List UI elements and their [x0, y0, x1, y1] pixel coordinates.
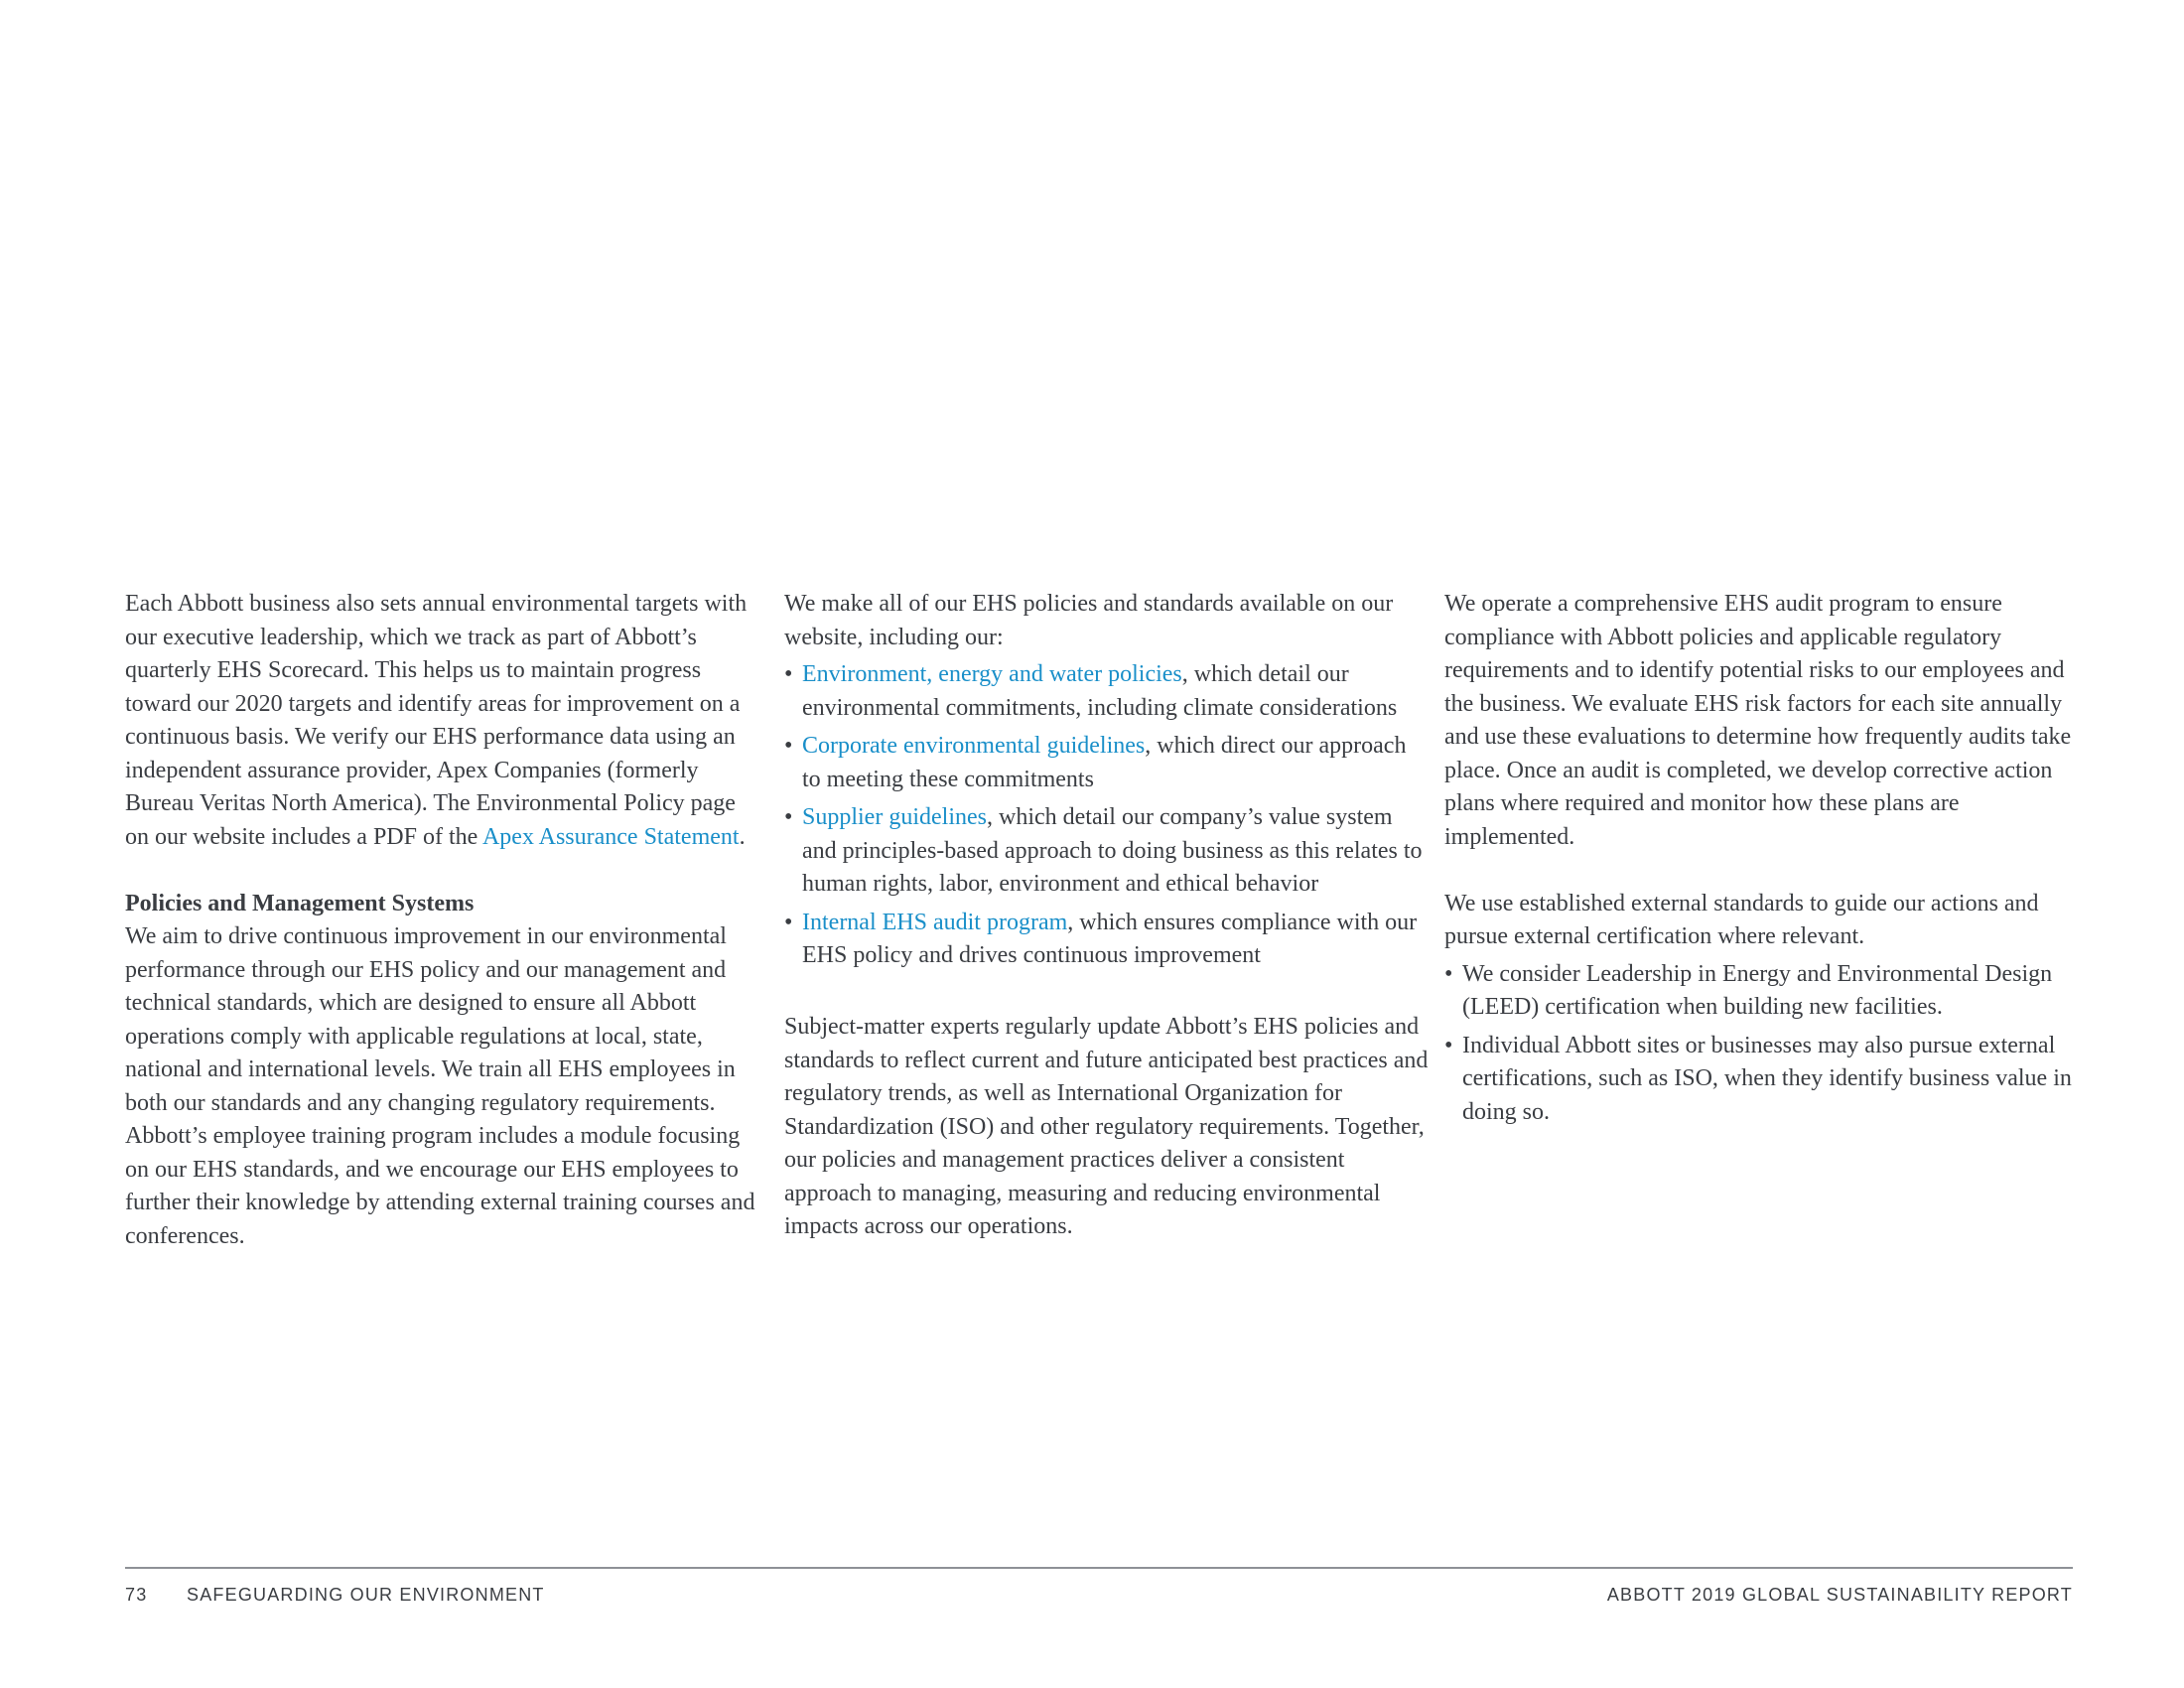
scorecard-paragraph-text: Each Abbott business also sets annual environmental targets with our executive leadership, which we track as part of Abbott’s quarterly EHS Scorecard. This helps us to maintain progress toward our 2020 targets and identify areas for improvement on a continuous basis. We verify our EHS performance data using an independent assurance provider, Apex Companies (formerly Bureau Veritas North America). The Environmental Policy page on our website includes a PDF of the: [125, 591, 748, 850]
policies-paragraph: We aim to drive continuous improvement in our environmental performance through our EHS policy and our management and technical standards, which are designed to ensure all Abbott operations comply with applicable regulations at local, state, national and international levels. We train all EHS employees in both our standards and any changing regulatory requirements. Abbott’s employee training program includes a module focusing on our EHS standards, and we encourage our EHS employees to further their knowledge by attending external training courses and conferences.: [125, 923, 755, 1249]
apex-assurance-statement-link[interactable]: Apex Assurance Statement: [481, 823, 740, 850]
spacer: [784, 978, 1430, 1012]
footer-divider: [125, 1567, 2073, 1569]
list-item: [784, 907, 1430, 973]
list-item: [1444, 958, 2085, 1025]
certification-list: [1444, 958, 2085, 1130]
corporate-environmental-guidelines-link[interactable]: Corporate environmental guidelines: [802, 733, 1146, 759]
bullet-icon: •: [784, 661, 793, 687]
spacer: [125, 854, 760, 888]
section-heading: Policies and Management Systems: [125, 890, 475, 916]
bullet-icon: •: [1444, 960, 1453, 987]
scorecard-paragraph-end: .: [739, 823, 746, 850]
page-number: 73: [125, 1585, 148, 1605]
list-item: [784, 801, 1430, 902]
internal-ehs-audit-program-link[interactable]: Internal EHS audit program: [802, 909, 1068, 935]
bullet-icon: •: [784, 733, 793, 759]
list-item: [1444, 1030, 2085, 1130]
supplier-guidelines-link[interactable]: Supplier guidelines: [802, 804, 987, 830]
section-title: SAFEGUARDING OUR ENVIRONMENT: [187, 1585, 545, 1605]
environment-energy-water-policies-link[interactable]: Environment, energy and water policies: [802, 661, 1182, 687]
external-standards-paragraph: We use established external standards to guide our actions and pursue external certification where relevant.: [1444, 890, 2039, 949]
column-middle: [784, 588, 1430, 1244]
list-item-text: , which ensures compliance with our EHS policy and drives continuous improvement: [802, 909, 1418, 968]
audit-program-paragraph: We operate a comprehensive EHS audit program to ensure compliance with Abbott policies and applicable regulatory requirements and to identify potential risks to our employees and the business. We evaluate EHS risk factors for each site annually and use these evaluations to determine how frequently audits take place. Once an audit is completed, we develop corrective action plans where required and monitor how these plans are implemented.: [1444, 591, 2072, 850]
list-item-text: , which direct our approach to meeting these commitments: [802, 733, 1407, 792]
list-item-text: Individual Abbott sites or businesses may also pursue external certifications, such as ISO, when they identify business value in doing so.: [1462, 1032, 2072, 1125]
standards-update-paragraph: Subject-matter experts regularly update Abbott’s EHS policies and standards to reflect current and future anticipated best practices and regulatory trends, as well as International Organization for Standardization (ISO) and other regulatory requirements. Together, our policies and management practices deliver a consistent approach to managing, measuring and reducing environmental impacts across our operations.: [784, 1014, 1429, 1239]
list-item-text: , which detail our company’s value system and principles-based approach to doing business as this relates to human rights, labor, environment and ethical behavior: [802, 804, 1423, 897]
column-right: [1444, 588, 2085, 1134]
list-item-text: We consider Leadership in Energy and Environmental Design (LEED) certification when building new facilities.: [1462, 960, 2053, 1020]
list-item: [784, 730, 1430, 796]
policy-link-list: [784, 658, 1430, 973]
list-item-text: , which detail our environmental commitments, including climate considerations: [802, 661, 1398, 721]
bullet-icon: •: [1444, 1032, 1453, 1058]
policies-intro: We make all of our EHS policies and standards available on our website, including our:: [784, 591, 1394, 650]
bullet-icon: •: [784, 804, 793, 830]
bullet-icon: •: [784, 909, 793, 935]
report-title: ABBOTT 2019 GLOBAL SUSTAINABILITY REPORT: [1606, 1585, 2073, 1605]
column-left: [125, 588, 760, 1253]
scorecard-paragraph: [125, 588, 760, 854]
list-item: [784, 658, 1430, 725]
spacer: [1444, 854, 2085, 888]
